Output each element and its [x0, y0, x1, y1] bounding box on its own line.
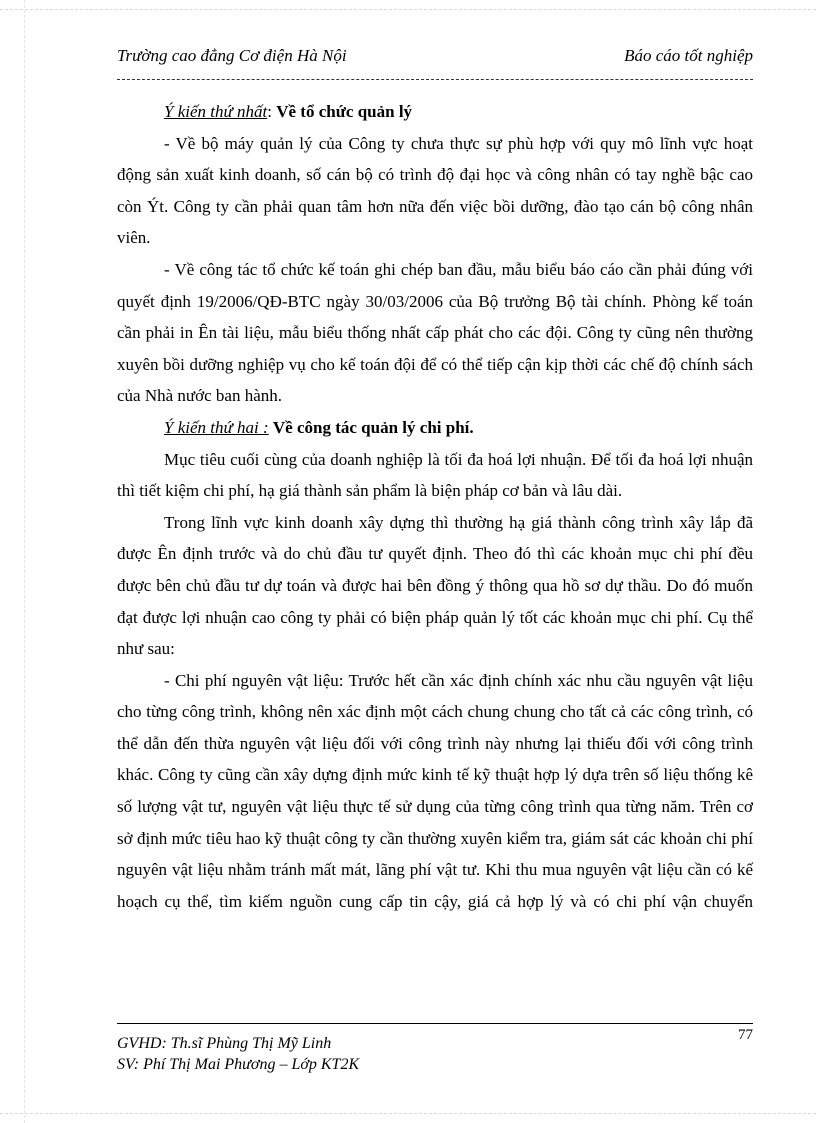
page-border-top [0, 9, 816, 10]
opinion-2-lead: Ý kiến thứ hai : [164, 417, 269, 437]
footer-student: SV: Phí Thị Mai Phương – Lớp KT2K [117, 1056, 360, 1073]
section-heading-opinion-1 [117, 96, 753, 128]
page-footer [117, 1033, 359, 1075]
opinion-1-topic: Về tổ chức quản lý [276, 102, 413, 121]
header-report-title: Báo cáo tốt nghiệp [624, 46, 753, 65]
footer-divider [117, 1023, 753, 1024]
page-number: 77 [738, 1027, 753, 1043]
section-heading-opinion-2 [117, 412, 753, 444]
opinion-1-separator: : [267, 102, 277, 121]
paragraph-material-costs: - Chi phí nguyên vật liệu: Trước hết cần xác định chính xác nhu cầu nguyên vật liệu cho từng công trình, không nên xác định một cách chung chung cho tất cả các công trình, có thể dẫn đến thừa nguyên vật liệu đối với công trình này nhưng lại thiếu đối với công trình khác. Công ty cũng cần xây dựng định mức kinh tế kỹ thuật hợp lý dựa trên số liệu thống kê số lượng vật tư, nguyên vật liệu thực tế sử dụng của từng công trình qua từng năm. Trên cơ sở định mức tiêu hao kỹ thuật công ty cần thường xuyên kiểm tra, giám sát các khoản chi phí nguyên vật liệu nhằm tránh mất mát, lãng phí vật tư. Khi thu mua nguyên vật liệu cần có kế hoạch cụ thể, tìm kiếm nguồn cung cấp tin cậy, giá cả hợp lý và có chi phí vận chuyển [117, 670, 753, 911]
page-header [117, 46, 753, 72]
opinion-2-topic: Về công tác quản lý chi phí. [272, 417, 474, 437]
document-body [117, 96, 753, 917]
header-school: Trường cao đẳng Cơ điện Hà Nội [117, 46, 347, 65]
opinion-1-lead: Ý kiến thứ nhất [164, 102, 268, 121]
paragraph-construction-pricing: Trong lĩnh vực kinh doanh xây dựng thì thường hạ giá thành công trình xây lắp đã được Ên định trước và do chủ đầu tư quyết định. Theo đó thì các khoản mục chi phí đều được bên chủ đầu tư dự toán và được hai bên đồng ý thông qua hồ sơ dự thầu. Do đó muốn đạt được lợi nhuận cao công ty phải có biện pháp quản lý tốt các khoản mục chi phí. Cụ thể như sau: [117, 512, 753, 659]
header-divider [117, 79, 753, 80]
paragraph-accounting-organization: - Về công tác tổ chức kế toán ghi chép ban đầu, mẫu biểu báo cáo cần phải đúng với quyết định 19/2006/QĐ-BTC ngày 30/03/2006 của Bộ trưởng Bộ tài chính. Phòng kế toán cần phải in Ên tài liệu, mẫu biểu thống nhất cấp phát cho các đội. Công ty cũng nên thường xuyên bồi dưỡng nghiệp vụ cho kế toán đội để có thể tiếp cận kịp thời các chế độ chính sách của Nhà nước ban hành. [117, 259, 753, 406]
paragraph-management-structure: - Về bộ máy quản lý của Công ty chưa thực sự phù hợp với quy mô lĩnh vực hoạt động sản xuất kinh doanh, số cán bộ có trình độ đại học và công nhân có tay nghề bậc cao còn Ýt. Công ty cần phải quan tâm hơn nữa đến việc bồi dưỡng, đào tạo cán bộ công nhân viên. [117, 133, 753, 248]
paragraph-business-goal: Mục tiêu cuối cùng của doanh nghiệp là tối đa hoá lợi nhuận. Để tối đa hoá lợi nhuận thì tiết kiệm chi phí, hạ giá thành sản phẩm là biện pháp cơ bản và lâu dài. [117, 449, 753, 501]
page-border-left [24, 0, 25, 1123]
page-border-bottom [0, 1113, 816, 1114]
footer-advisor: GVHD: Th.sĩ Phùng Thị Mỹ Linh [117, 1035, 332, 1052]
